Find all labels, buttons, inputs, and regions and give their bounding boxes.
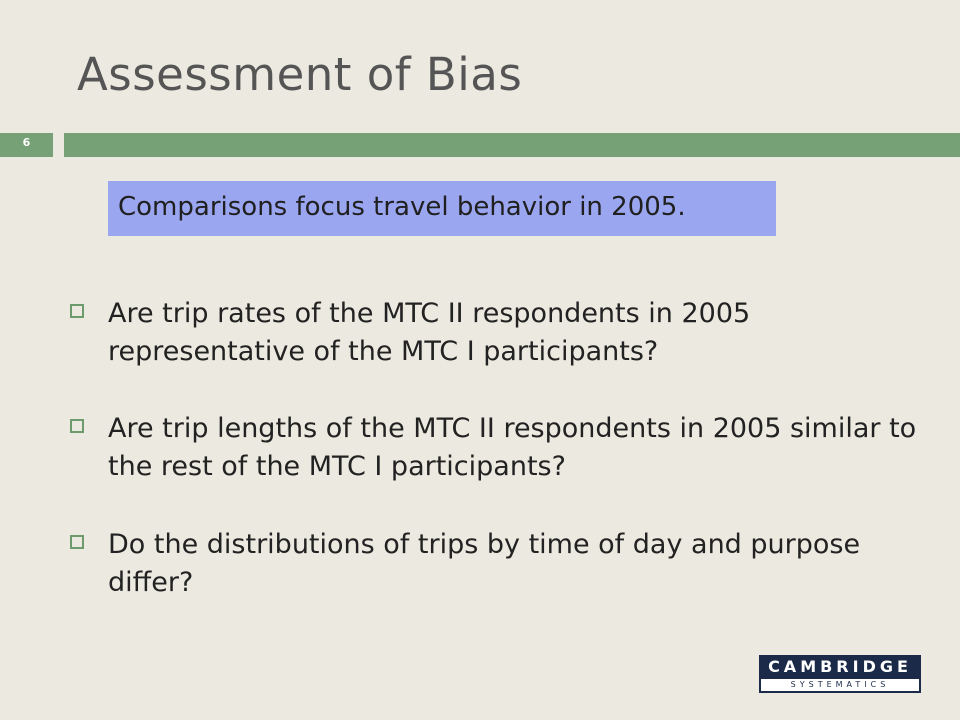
highlight-text: Comparisons focus travel behavior in 2005. bbox=[118, 192, 686, 222]
square-bullet-icon bbox=[70, 304, 84, 318]
square-bullet-icon bbox=[70, 535, 84, 549]
bullet-text: Are trip lengths of the MTC II respondents in 2005 similar to the rest of the MTC I participants? bbox=[108, 413, 917, 482]
square-bullet-icon bbox=[70, 419, 84, 433]
bullet-text: Are trip rates of the MTC II respondents in 2005 representative of the MTC I participants? bbox=[108, 298, 751, 367]
bullet-text: Do the distributions of trips by time of day and purpose differ? bbox=[108, 529, 861, 598]
slide-number: 6 bbox=[22, 136, 31, 149]
cambridge-systematics-logo bbox=[759, 655, 921, 693]
slide-title: Assessment of Bias bbox=[77, 48, 523, 101]
logo-subtitle: SYSTEMATICS bbox=[759, 679, 921, 693]
header-rule-right bbox=[64, 133, 960, 157]
logo-wordmark: CAMBRIDGE bbox=[759, 655, 921, 679]
